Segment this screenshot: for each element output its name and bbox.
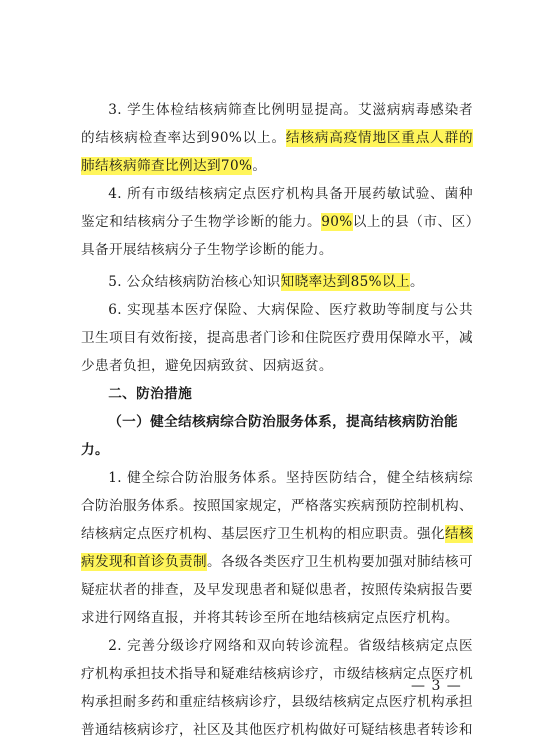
target-item-6: 6. 实现基本医疗保险、大病保险、医疗救助等制度与公共卫生项目有效衔接，提高患者门诊和住院医疗费用保障水平，减少患者负担，避免因病致贫、因病返贫。 [81,302,473,374]
target-item-5-text: 5. 公众结核病防治核心知识 [108,274,281,290]
target-item-5-highlight: 知晓率达到85%以上 [280,274,410,290]
measure-item-1-highlight: 结核病发现和首诊负责制 [81,526,473,570]
target-item-3-text-end: 。 [252,158,267,174]
target-item-5-text-end: 。 [409,274,424,290]
measure-item-1-text: 1. 健全综合防治服务体系。坚持医防结合，健全结核病综合防治服务体系。按照国家规定，严格落实疾病预防控制机构、结核病定点医疗机构、基层医疗卫生机构的相应职责。强化 [81,470,473,542]
target-item-4-text: 4. 所有市级结核病定点医疗机构具备开展药敏试验、菌种鉴定和结核病分子生物学诊断的能力。 [81,186,473,230]
target-item-4-text-end: 以上的县（市、区）具备开展结核病分子生物学诊断的能力。 [81,214,473,258]
target-item-5 [81,268,473,296]
target-item-4-highlight: 90% [321,214,353,230]
page-number: — 3 — [411,678,462,694]
target-item-3-text: 3. 学生体检结核病筛查比例明显提高。艾滋病病毒感染者的结核病检查率达到90%以上。 [81,102,473,146]
measure-item-1-text-end: 。各级各类医疗卫生机构要加强对肺结核可疑症状者的排查，及早发现患者和疑似患者，按照传染病报告要求进行网络直报，并将其转诊至所在地结核病定点医疗机构。 [81,554,473,626]
target-item-4 [81,180,473,264]
target-item-3 [81,96,473,180]
measure-item-2: 2. 完善分级诊疗网络和双向转诊流程。省级结核病定点医疗机构承担技术指导和疑难结核病诊疗，市级结核病定点医疗机构承担耐多药和重症结核病诊疗，县级结核病定点医疗机构承担普通结核病诊疗，社区及其他医疗机构做好可疑结核患者转诊和 [81,638,473,738]
subsection-title: （一）健全结核病综合防治服务体系，提高结核病防治能力。 [81,414,459,458]
target-item-3-highlight: 结核病高疫情地区重点人群的肺结核病筛查比例达到70% [81,130,473,174]
measure-item-1 [81,464,473,632]
section-title: 二、防治措施 [108,386,193,402]
